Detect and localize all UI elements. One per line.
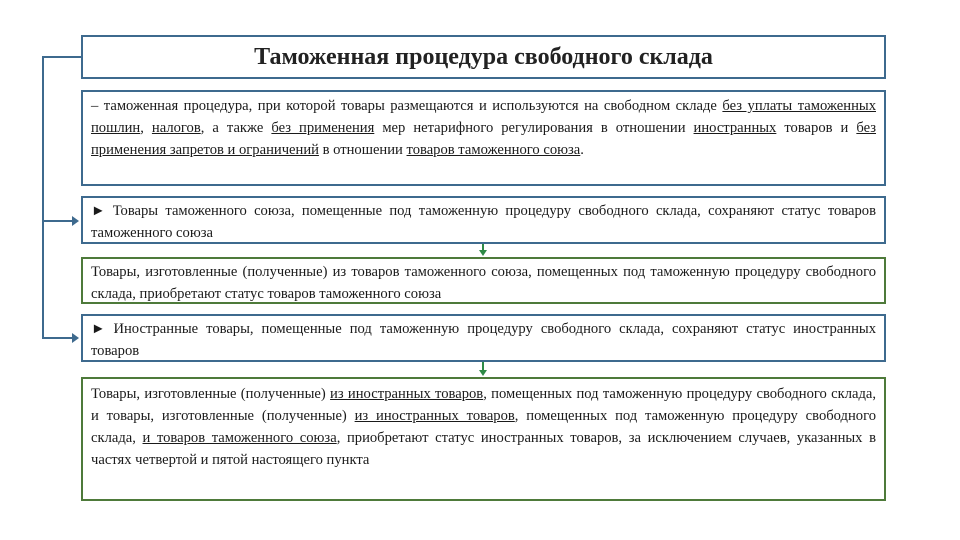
definition-text: товаров и — [776, 120, 857, 136]
connector-vertical — [42, 56, 44, 338]
connector-top — [42, 56, 82, 58]
foreign-made-text: Товары, изготовленные (полученные) — [91, 386, 331, 402]
definition-underlined: без применения запретов и ограничений — [91, 120, 877, 158]
foreign-made-text: , приобретают статус иностранных товаров, за исключением случаев, указанных в частях четвертой и пятой настоящего пункта — [91, 430, 877, 468]
definition-text: в отношении — [318, 142, 407, 158]
foreign-made-text: , помещенных под таможенную процедуру свободного склада, и товары, изготовленные (полученные) — [91, 386, 877, 424]
foreign-made-goods-box — [81, 377, 886, 501]
definition-underlined: иностранных — [693, 120, 777, 136]
foreign-goods-status-box — [81, 314, 886, 362]
definition-box — [81, 90, 886, 186]
foreign-made-text: , помещенных под таможенную процедуру свободного склада, — [91, 408, 877, 446]
connector-arrow-union — [72, 216, 79, 226]
down-arrow-foreign-head — [479, 370, 487, 376]
definition-text: – таможенная процедура, при которой товары размещаются и используются на свободном складе — [91, 98, 723, 114]
connector-arrow-foreign — [72, 333, 79, 343]
union-goods-status-text: ► Товары таможенного союза, помещенные под таможенную процедуру свободного склада, сохраняют статус товаров таможенного союза — [91, 203, 876, 241]
union-made-goods-text: Товары, изготовленные (полученные) из товаров таможенного союза, помещенных под таможенную процедуру свободного склада, приобретают статус товаров таможенного союза — [91, 264, 876, 302]
definition-text: . — [580, 142, 584, 158]
diagram-title: Таможенная процедура свободного склада — [81, 35, 886, 79]
down-arrow-union-head — [479, 250, 487, 256]
foreign-made-underlined: из иностранных товаров — [330, 386, 484, 402]
union-made-goods-box — [81, 257, 886, 304]
union-goods-status-box — [81, 196, 886, 244]
definition-underlined: без применения — [271, 120, 375, 136]
definition-text: , — [140, 120, 152, 136]
connector-branch-foreign — [42, 337, 72, 339]
definition-underlined: товаров таможенного союза — [406, 142, 581, 158]
definition-underlined: налогов — [151, 120, 201, 136]
definition-underlined: без уплаты таможенных пошлин — [91, 98, 876, 136]
foreign-made-underlined: и товаров таможенного союза — [142, 430, 337, 446]
definition-text: , а также — [200, 120, 272, 136]
connector-branch-union — [42, 220, 72, 222]
definition-text: мер нетарифного регулирования в отношении — [374, 120, 694, 136]
foreign-goods-status-text: ► Иностранные товары, помещенные под таможенную процедуру свободного склада, сохраняют статус иностранных товаров — [91, 321, 876, 359]
foreign-made-underlined: из иностранных товаров — [354, 408, 515, 424]
